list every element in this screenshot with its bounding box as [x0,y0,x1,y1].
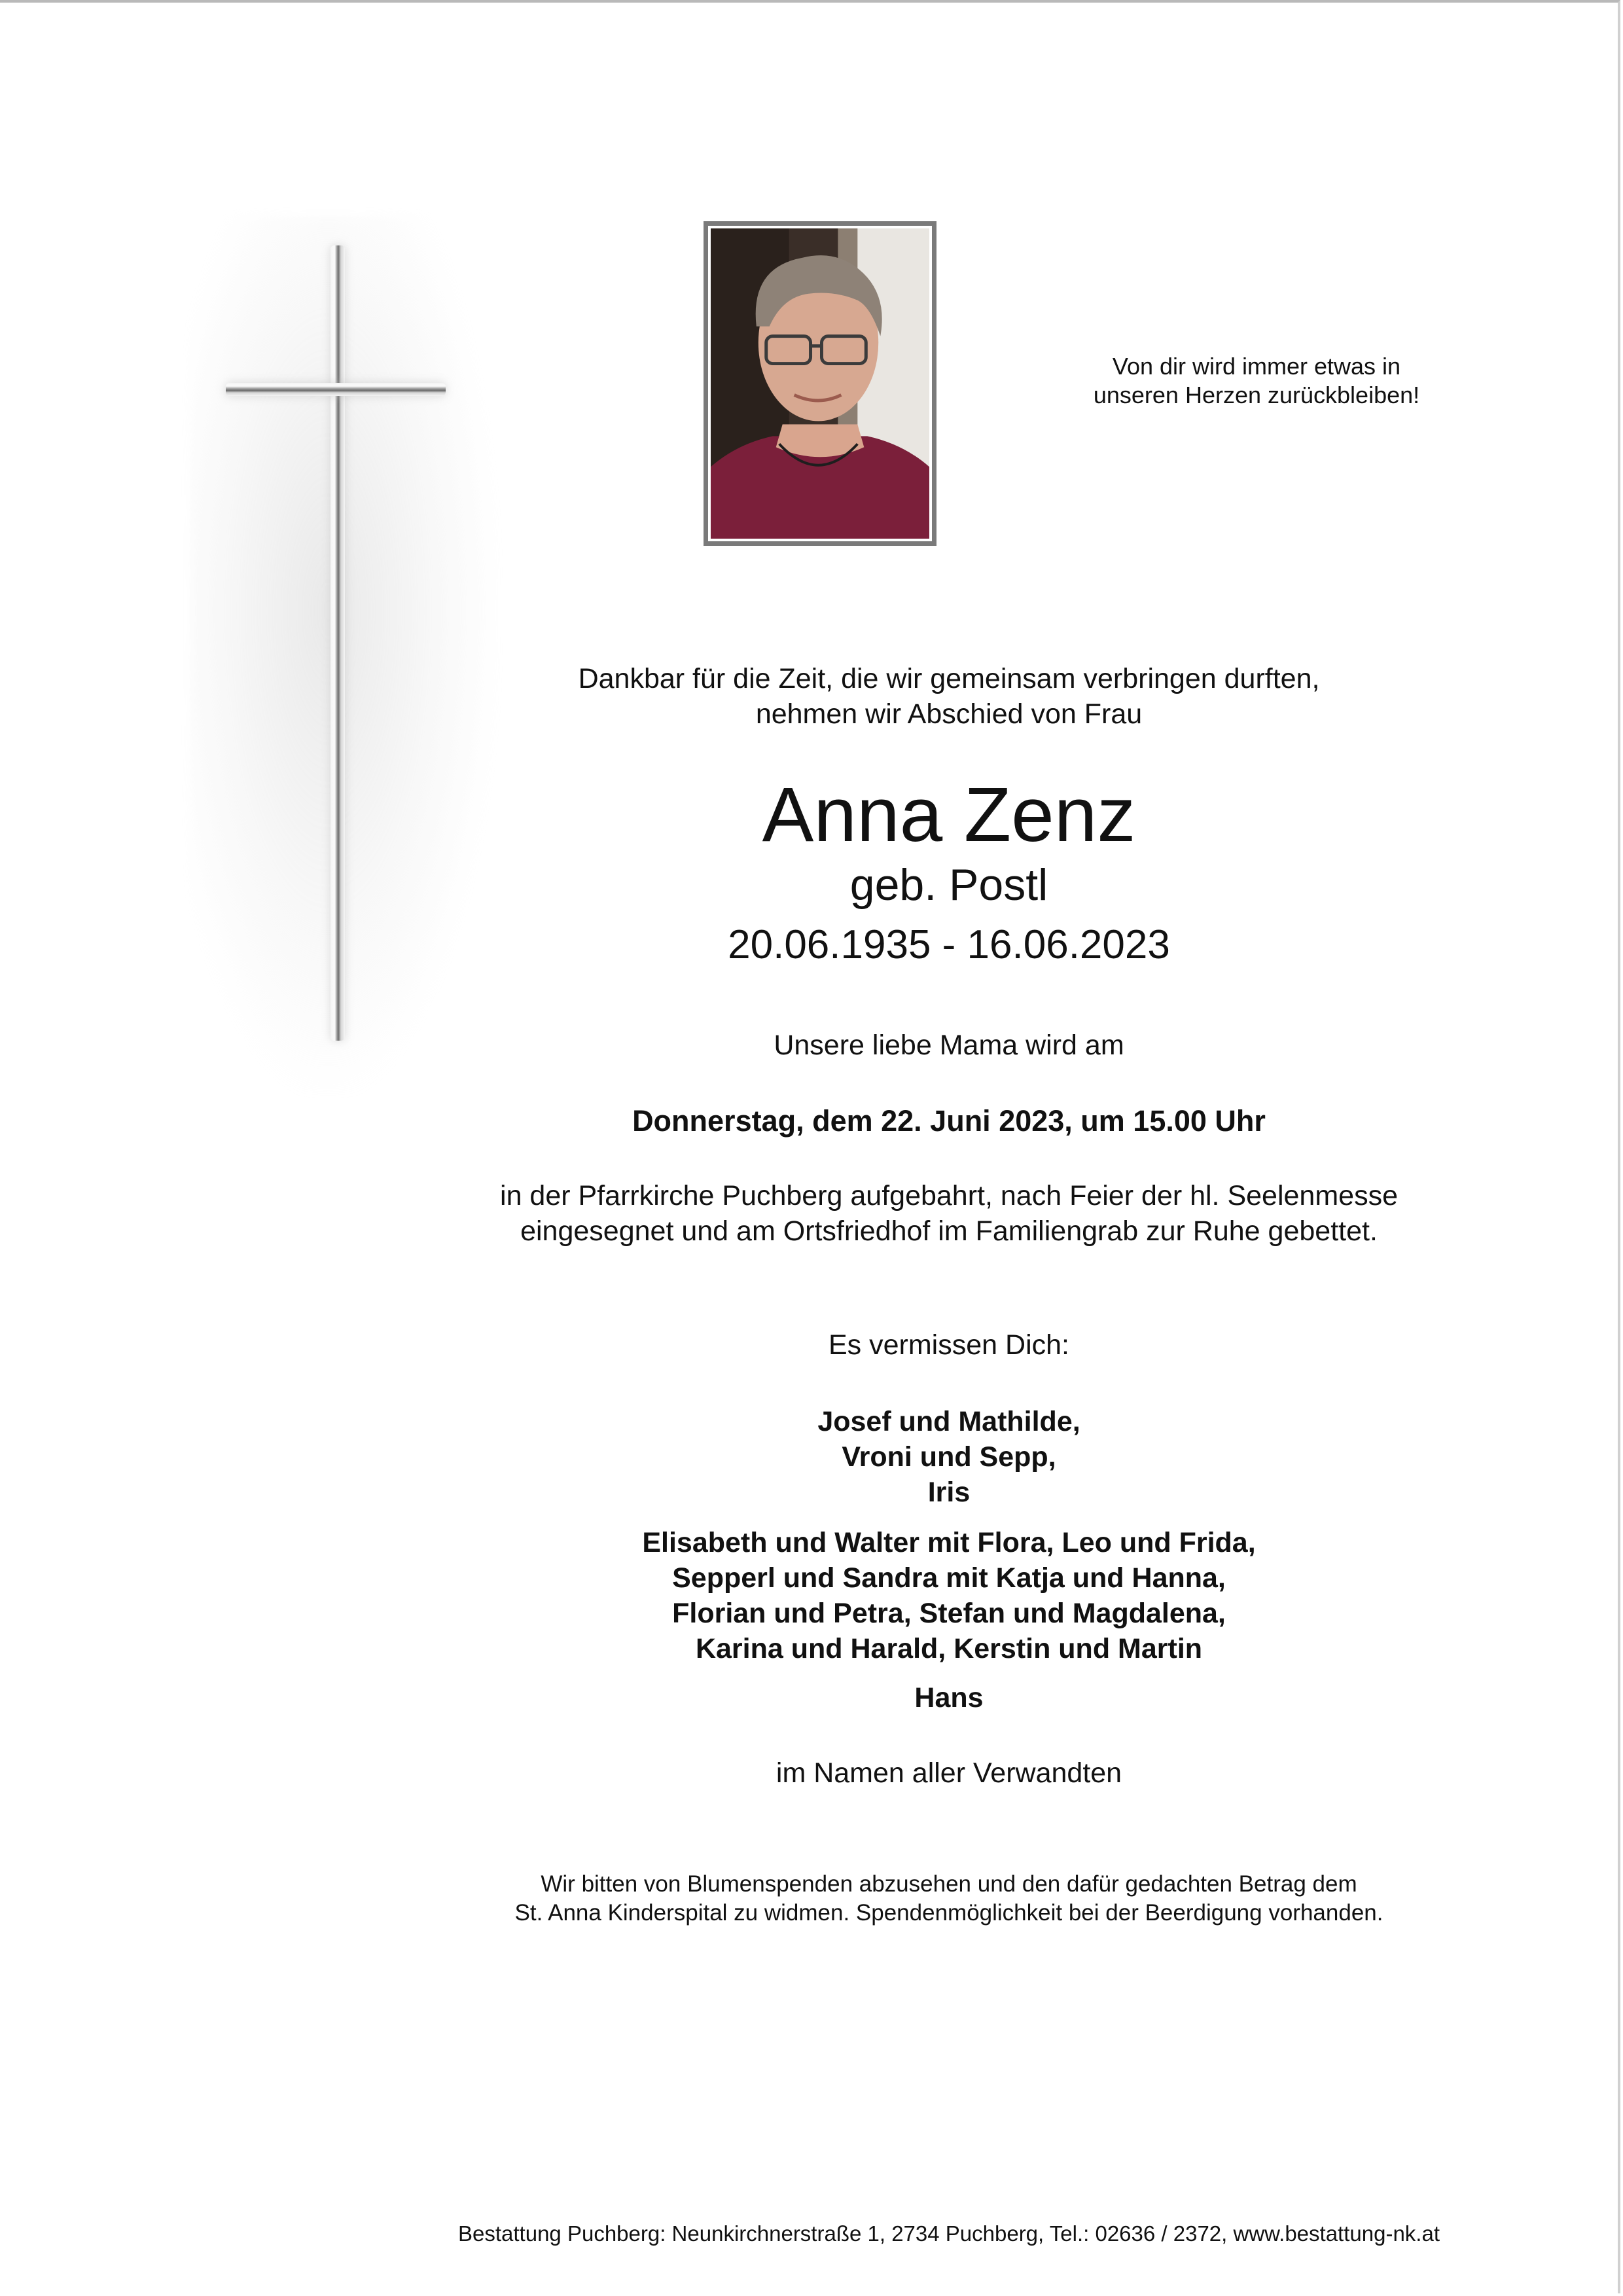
donation-line: St. Anna Kinderspital zu widmen. Spendenmöglichkeit bei der Beerdigung vorhanden. [514,1900,1383,1926]
mourners-group-grandchildren [458,1525,1440,1666]
funeral-date-time: Donnerstag, dem 22. Juni 2023, um 15.00 Uhr [632,1104,1266,1138]
memorial-quote [1021,352,1492,410]
quote-line: unseren Herzen zurückbleiben! [1093,382,1420,408]
mourner-entry: Josef und Mathilde, [817,1406,1080,1437]
mourner-entry: Karina und Harald, Kerstin und Martin [695,1633,1203,1664]
portrait-photo [704,221,936,546]
intro-line: Dankbar für die Zeit, die wir gemeinsam verbringen durften, [578,663,1320,694]
mourner-entry: Iris [927,1477,971,1508]
mourner-entry: Elisabeth und Walter mit Flora, Leo und Frida, [642,1527,1256,1558]
maiden-name: geb. Postl [849,860,1048,910]
mourners-closing: im Namen aller Verwandten [776,1757,1122,1789]
donation-request [393,1870,1505,1928]
funeral-details [393,1178,1505,1249]
cross-vertical-beam [330,245,345,1041]
mourners-group-children [524,1404,1374,1510]
funeral-details-line: eingesegnet und am Ortsfriedhof im Familiengrab zur Ruhe gebettet. [520,1215,1378,1247]
life-dates: 20.06.1935 - 16.06.2023 [728,922,1170,967]
portrait-image [708,226,932,541]
cross-horizontal-beam [226,383,446,396]
mourner-entry: Vroni und Sepp, [842,1441,1056,1473]
intro-text [458,661,1440,732]
funeral-home-footer: Bestattung Puchberg: Neunkirchnerstraße 1, 2734 Puchberg, Tel.: 02636 / 2372, www.bestattung-nk.at [458,2221,1440,2246]
funeral-intro: Unsere liebe Mama wird am [774,1030,1124,1061]
donation-line: Wir bitten von Blumenspenden abzusehen und den dafür gedachten Betrag dem [541,1871,1357,1897]
intro-line: nehmen wir Abschied von Frau [755,698,1143,730]
portrait-illustration [711,228,929,539]
mourner-entry-hans: Hans [914,1682,984,1713]
deceased-name: Anna Zenz [762,772,1136,858]
mourner-entry: Florian und Petra, Stefan und Magdalena, [672,1598,1226,1629]
mourners-heading: Es vermissen Dich: [829,1329,1069,1361]
mourner-entry: Sepperl und Sandra mit Katja und Hanna, [672,1562,1226,1594]
funeral-details-line: in der Pfarrkirche Puchberg aufgebahrt, nach Feier der hl. Seelenmesse [500,1180,1398,1211]
quote-line: Von dir wird immer etwas in [1112,353,1401,380]
